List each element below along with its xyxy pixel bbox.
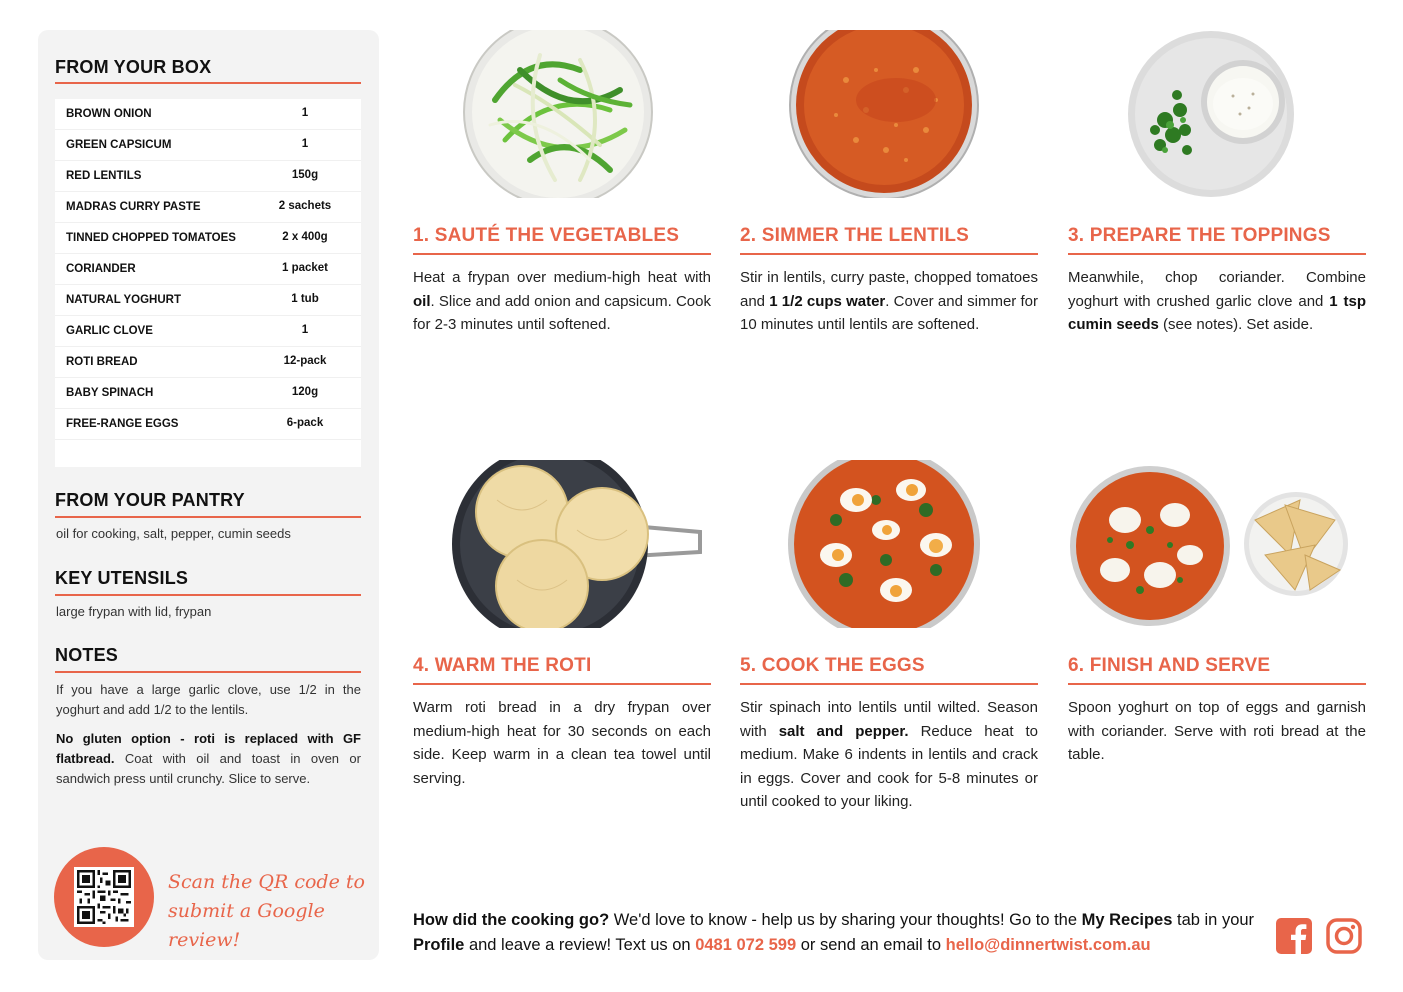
- step-4-rule: [413, 683, 711, 685]
- step-5-photo: [786, 460, 982, 628]
- qr-caption-line1: Scan the QR code to: [168, 871, 365, 893]
- utensils-rule: [55, 594, 361, 596]
- ingredient-name: TINNED CHOPPED TOMATOES: [66, 232, 236, 244]
- ingredient-row: [55, 254, 361, 285]
- step-5-text: [740, 696, 1038, 814]
- ingredient-name: BABY SPINACH: [66, 387, 154, 399]
- step-2-title: 2. SIMMER THE LENTILS: [740, 225, 970, 246]
- step-5-text-a: Stir spinach into lentils until wilted. Season with: [740, 699, 1038, 740]
- ingredient-name: GARLIC CLOVE: [66, 325, 153, 337]
- step-5-text-b: Reduce heat to medium. Make 6 indents in lentils and crack in eggs. Cover and cook for 5-8 minutes or until cooked to your liking.: [740, 722, 1039, 810]
- step-2-text-bold: 1 1/2 cups water: [769, 292, 886, 310]
- step-5-text-bold: salt and pepper.: [778, 722, 909, 740]
- footer-profile: Profile: [413, 936, 465, 954]
- step-3-text: [1068, 266, 1366, 337]
- ingredient-qty: 2 x 400g: [282, 231, 328, 243]
- ingredient-name: BROWN ONION: [66, 108, 152, 120]
- ingredient-name: NATURAL YOGHURT: [66, 294, 181, 306]
- step-3-rule: [1068, 253, 1366, 255]
- ingredient-row: [55, 130, 361, 161]
- step-2-text-b: . Cover and simmer for 10 minutes until lentils are softened.: [740, 292, 1038, 333]
- step-2-text-a: Stir in lentils, curry paste, chopped tomatoes and: [740, 269, 1038, 310]
- instagram-icon[interactable]: [1325, 917, 1363, 955]
- qr-code-icon[interactable]: [74, 867, 134, 927]
- footer-text-2: tab in your: [1172, 911, 1255, 929]
- step-5-title: 5. COOK THE EGGS: [740, 655, 925, 676]
- ingredients-panel: [38, 30, 379, 960]
- step-6-title: 6. FINISH AND SERVE: [1068, 655, 1271, 676]
- box-title-rule: [55, 82, 361, 84]
- ingredient-name: FREE-RANGE EGGS: [66, 418, 179, 430]
- step-2-rule: [740, 253, 1038, 255]
- notes-rule: [55, 671, 361, 673]
- ingredient-name: CORIANDER: [66, 263, 136, 275]
- pantry-title: FROM YOUR PANTRY: [55, 490, 245, 510]
- ingredient-row: [55, 99, 361, 130]
- step-4-text: [413, 696, 711, 790]
- step-1-text-b: . Slice and add onion and capsicum. Cook for 2-3 minutes until softened.: [413, 292, 711, 333]
- footer-my-recipes: My Recipes: [1081, 911, 1173, 929]
- note-garlic: If you have a large garlic clove, use 1/2 in the yoghurt and add 1/2 to the lentils.: [56, 682, 361, 717]
- step-6-text-a: Spoon yoghurt on top of eggs and garnish with coriander. Serve with roti bread at the table.: [1068, 699, 1366, 763]
- note-gluten: [56, 729, 361, 789]
- qr-badge[interactable]: [54, 847, 154, 947]
- footer-question: How did the cooking go?: [413, 911, 610, 929]
- ingredient-qty: 1 tub: [291, 293, 319, 305]
- step-3-text-bold: 1 tsp cumin seeds: [1068, 292, 1366, 333]
- notes-title: NOTES: [55, 645, 119, 665]
- step-1-rule: [413, 253, 711, 255]
- note-gluten-bold: No gluten option - roti is replaced with GF flatbread.: [56, 731, 361, 766]
- step-1-text-bold: oil: [413, 292, 431, 310]
- qr-caption: [168, 868, 368, 955]
- box-title: FROM YOUR BOX: [55, 57, 212, 77]
- pantry-rule: [55, 516, 361, 518]
- step-1-title: 1. SAUTÉ THE VEGETABLES: [413, 225, 680, 246]
- ingredient-qty: 150g: [291, 169, 319, 181]
- note-gluten-rest: Coat with oil and toast in oven or sandwich press until crunchy. Slice to serve.: [56, 751, 361, 786]
- step-6-rule: [1068, 683, 1366, 685]
- utensils-text: large frypan with lid, frypan: [56, 604, 212, 619]
- ingredient-qty: 1: [301, 324, 309, 336]
- ingredient-qty: 12-pack: [283, 355, 327, 367]
- box-ingredients-table: [55, 99, 361, 467]
- ingredient-qty: 1: [301, 107, 309, 119]
- footer-text-4: or send an email to: [796, 936, 946, 954]
- ingredient-qty: 6-pack: [286, 417, 324, 429]
- step-1-text: [413, 266, 711, 337]
- step-4-photo: [452, 460, 702, 628]
- step-3-title: 3. PREPARE THE TOPPINGS: [1068, 225, 1331, 246]
- notes-body: [56, 680, 361, 798]
- step-4-title: 4. WARM THE ROTI: [413, 655, 592, 676]
- qr-caption-line2: submit a Google review!: [168, 900, 325, 951]
- ingredient-qty: 120g: [291, 386, 319, 398]
- step-6-text: [1068, 696, 1366, 767]
- footer-phone-link[interactable]: 0481 072 599: [695, 936, 797, 954]
- ingredient-name: RED LENTILS: [66, 170, 142, 182]
- ingredient-name: GREEN CAPSICUM: [66, 139, 172, 151]
- ingredient-name: ROTI BREAD: [66, 356, 138, 368]
- step-5-rule: [740, 683, 1038, 685]
- step-2-photo: [786, 30, 982, 198]
- ingredient-row: [55, 347, 361, 378]
- ingredient-qty: 2 sachets: [278, 200, 332, 212]
- step-2-text: [740, 266, 1038, 337]
- footer-text-3: and leave a review! Text us on: [464, 936, 696, 954]
- step-1-text-a: Heat a frypan over medium-high heat with: [413, 269, 711, 286]
- ingredient-row: [55, 378, 361, 409]
- step-3-text-b: (see notes). Set aside.: [1158, 316, 1314, 333]
- utensils-title: KEY UTENSILS: [55, 568, 189, 588]
- ingredient-name: MADRAS CURRY PASTE: [66, 201, 201, 213]
- step-3-text-a: Meanwhile, chop coriander. Combine yoghurt with crushed garlic clove and: [1068, 269, 1366, 310]
- ingredient-row: [55, 161, 361, 192]
- facebook-icon[interactable]: [1275, 917, 1313, 955]
- step-4-text-a: Warm roti bread in a dry frypan over medium-high heat for 30 seconds on each side. Keep warm in a clean tea towel until serving.: [413, 699, 711, 787]
- step-3-photo: [1125, 30, 1297, 198]
- ingredient-qty: 1 packet: [281, 262, 329, 274]
- step-1-photo: [460, 30, 656, 198]
- review-footer: [413, 908, 1263, 958]
- ingredient-row: [55, 409, 361, 440]
- ingredient-row: [55, 285, 361, 316]
- footer-text-1: We'd love to know - help us by sharing your thoughts! Go to the: [609, 911, 1082, 929]
- ingredient-row: [55, 192, 361, 223]
- ingredient-row: [55, 223, 361, 254]
- step-6-photo: [1070, 460, 1352, 628]
- ingredient-qty: 1: [301, 138, 309, 150]
- footer-email-link[interactable]: hello@dinnertwist.com.au: [945, 936, 1151, 954]
- ingredient-row: [55, 316, 361, 347]
- pantry-text: oil for cooking, salt, pepper, cumin seeds: [56, 526, 291, 541]
